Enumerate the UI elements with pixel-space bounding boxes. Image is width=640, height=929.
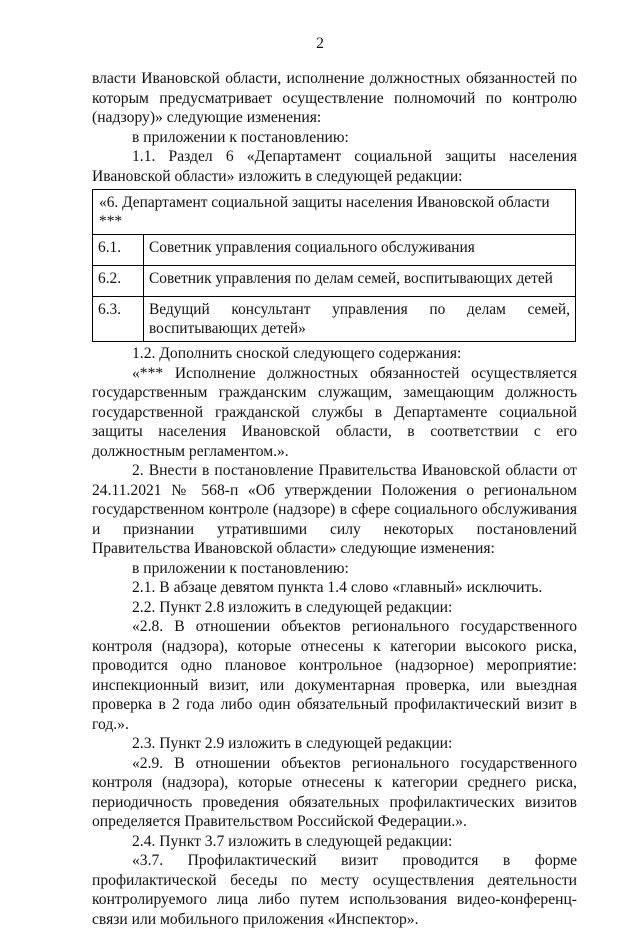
- table-row: [93, 266, 576, 297]
- document-body: [92, 69, 577, 929]
- row-position: Советник управления по делам семей, воспитывающих детей: [144, 266, 576, 297]
- clause-2: 2. Внести в постановление Правительства Ивановской области от 24.11.2021 № 568-п «Об утверждении Положения о региональном государственном контроле (надзоре) в сфере социального обслуживания и признании утратившими силу некоторых постановлений Правительства Ивановской области» следующие изменения:: [92, 462, 577, 557]
- clause-2-3: 2.3. Пункт 2.9 изложить в следующей редакции:: [132, 735, 453, 752]
- clause-3-7-text: «3.7. Профилактический визит проводится в форме профилактической беседы по месту осуществления деятельности контролируемого лица либо путем использования видео-конференц-связи или мобильного приложения «Инспектор».: [92, 852, 577, 928]
- footnote-paragraph: «*** Исполнение должностных обязанностей осуществляется государственным гражданским служащим, замещающим должность государственной гражданской службы в Департаменте социальной защиты населения Ивановской области, в соответствии с его должностным регламентом.».: [92, 364, 577, 460]
- clause-2-9-text: «2.9. В отношении объектов регионального государственного контроля (надзора), которые отнесены к категории среднего риска, периодичность проведения обязательных профилактических визитов определяется Правительством Российской Федерации.».: [92, 754, 577, 830]
- clause-1-1: 1.1. Раздел 6 «Департамент социальной защиты населения Ивановской области» изложить в следующей редакции:: [92, 148, 577, 185]
- appendix-line-1: в приложении к постановлению:: [132, 128, 349, 146]
- row-position: Ведущий консультант управления по делам семей, воспитывающих детей»: [144, 297, 576, 342]
- page-number: 2: [316, 35, 324, 52]
- row-number: 6.1.: [93, 235, 144, 266]
- table-row: [93, 235, 576, 266]
- row-number: 6.2.: [93, 266, 144, 297]
- department-table: [92, 189, 576, 342]
- row-number: 6.3.: [93, 297, 144, 342]
- clause-2-2: 2.2. Пункт 2.8 изложить в следующей редакции:: [132, 598, 453, 616]
- clause-2-1: 2.1. В абзаце девятом пункта 1.4 слово «главный» исключить.: [132, 579, 543, 596]
- clause-1-2: 1.2. Дополнить сноской следующего содержания:: [132, 345, 462, 362]
- intro-paragraph: власти Ивановской области, исполнение должностных обязанностей по которым предусматривает осуществление полномочий по контролю (надзору)» следующие изменения:: [92, 70, 577, 126]
- row-position: Советник управления социального обслуживания: [144, 235, 576, 266]
- clause-2-4: 2.4. Пункт 3.7 изложить в следующей редакции:: [132, 832, 453, 850]
- table-header: «6. Департамент социальной защиты населения Ивановской области ***: [93, 190, 576, 235]
- clause-2-8-text: «2.8. В отношении объектов регионального государственного контроля (надзора), которые отнесены к категории высокого риска, проводится одно плановое контрольное (надзорное) мероприятие: инспекционный визит, или документарная проверка, или выездная проверка в 2 года либо один обязательный профилактический визит в год.».: [92, 618, 577, 733]
- appendix-line-2: в приложении к постановлению:: [132, 559, 349, 577]
- table-row: [93, 297, 576, 342]
